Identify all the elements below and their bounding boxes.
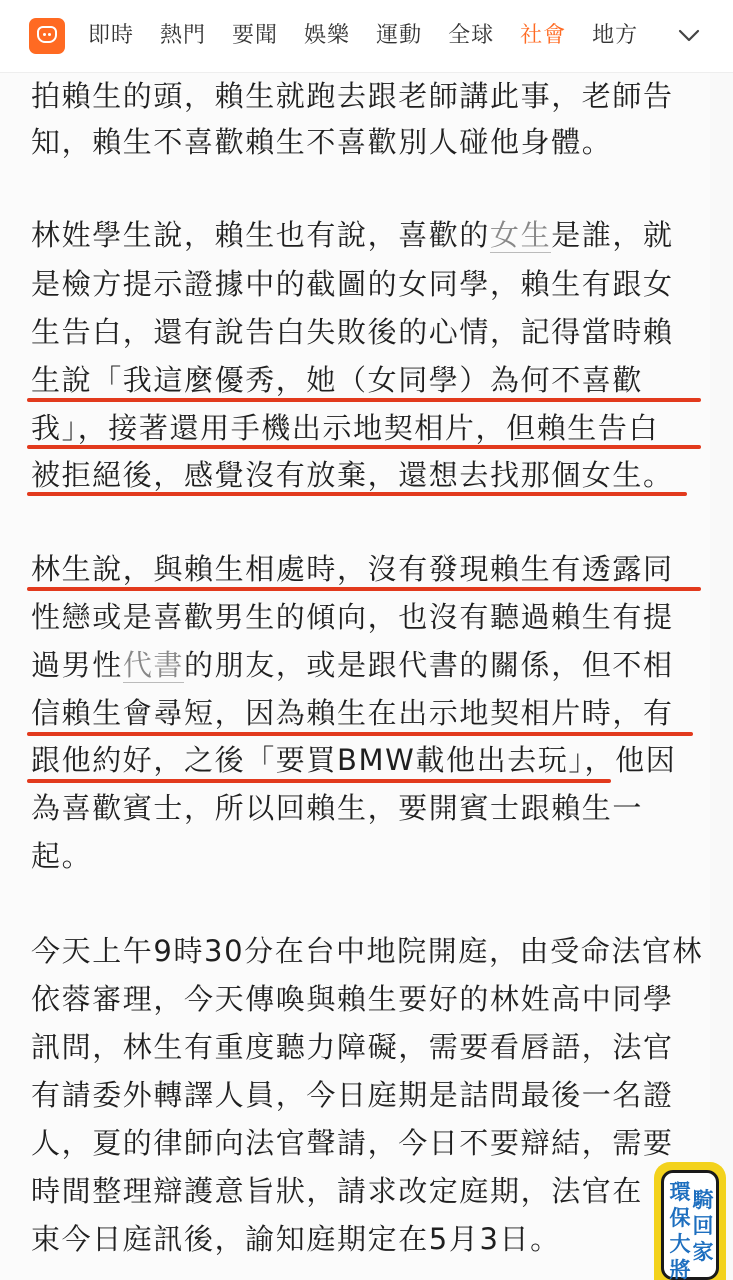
highlight-underline — [27, 732, 693, 736]
article-line: 今天上午9時30分在台中地院開庭，由受命法官林 — [31, 934, 704, 968]
article-line: 我」，接著還用手機出示地契相片，但賴生告白 — [31, 411, 660, 445]
keyword-link[interactable]: 代書 — [122, 648, 185, 682]
tab-global[interactable]: 全球 — [448, 23, 495, 48]
tab-local[interactable]: 地方 — [592, 23, 639, 48]
sticker-frame — [661, 1170, 719, 1280]
article-line: 束今日庭訊後，諭知庭期定在5月3日。 — [31, 1222, 561, 1256]
article-line: 跟他約好，之後「要買BMW載他出去玩」，他因 — [31, 743, 677, 777]
article-line: 過男性代書的朋友，或是跟代書的關係，但不相 — [31, 648, 674, 682]
article-line: 有請委外轉譯人員，今日庭期是詰問最後一名證 — [31, 1078, 674, 1112]
sticker-text-right: 騎回家 — [692, 1188, 714, 1264]
tab-entertainment[interactable]: 娛樂 — [304, 23, 351, 48]
article-line: 林生說，與賴生相處時，沒有發現賴生有透露同 — [31, 552, 674, 586]
highlight-underline — [27, 587, 701, 591]
tab-headlines[interactable]: 要聞 — [232, 23, 279, 48]
tab-sports[interactable]: 運動 — [376, 23, 423, 48]
category-tabs — [88, 0, 664, 72]
article-line: 人，夏的律師向法官聲請，今日不要辯結，需要 — [31, 1126, 674, 1160]
keyword-link[interactable]: 女生 — [490, 218, 552, 252]
article-line: 起。 — [31, 839, 93, 873]
article-line: 信賴生會尋短，因為賴生在出示地契相片時，有 — [31, 696, 674, 730]
article-line: 拍賴生的頭，賴生就跑去跟老師講此事，老師告 — [31, 79, 674, 113]
article-line: 性戀或是喜歡男生的傾向，也沒有聽過賴生有提 — [31, 600, 674, 634]
article-line: 知，賴生不喜歡賴生不喜歡別人碰他身體。 — [31, 125, 613, 159]
highlight-underline — [27, 445, 701, 449]
article-line: 時間整理辯護意旨狀，請求改定庭期，法官在 — [31, 1174, 644, 1208]
sticker-badge[interactable] — [654, 1162, 726, 1280]
sticker-text-left: 環保大將 — [669, 1180, 691, 1280]
highlight-underline — [27, 398, 701, 402]
tab-hot[interactable]: 熱門 — [160, 23, 207, 48]
highlight-underline — [27, 492, 687, 496]
tab-realtime[interactable]: 即時 — [88, 23, 135, 48]
article-line: 生告白，還有說告白失敗後的心情，記得當時賴 — [31, 315, 674, 349]
article-line: 是檢方提示證據中的截圖的女同學，賴生有跟女 — [31, 267, 674, 301]
article-line: 為喜歡賓士，所以回賴生，要開賓士跟賴生一 — [31, 791, 644, 825]
highlight-underline — [27, 779, 611, 783]
article-line: 被拒絕後，感覺沒有放棄，還想去找那個女生。 — [31, 458, 674, 492]
app-logo-icon[interactable] — [29, 18, 65, 54]
chevron-down-icon[interactable] — [676, 22, 702, 48]
top-nav-bar — [0, 0, 733, 73]
article-line: 林姓學生說，賴生也有說，喜歡的女生是誰，就 — [31, 218, 674, 252]
article-line: 生說「我這麼優秀，她（女同學）為何不喜歡 — [31, 363, 644, 397]
article-line: 依蓉審理，今天傳喚與賴生要好的林姓高中同學 — [31, 982, 674, 1016]
article-body — [0, 72, 710, 1280]
tab-society[interactable]: 社會 — [520, 23, 567, 48]
article-scroll-area[interactable] — [0, 72, 733, 1280]
article-line: 訊問，林生有重度聽力障礙，需要看唇語，法官 — [31, 1030, 674, 1064]
